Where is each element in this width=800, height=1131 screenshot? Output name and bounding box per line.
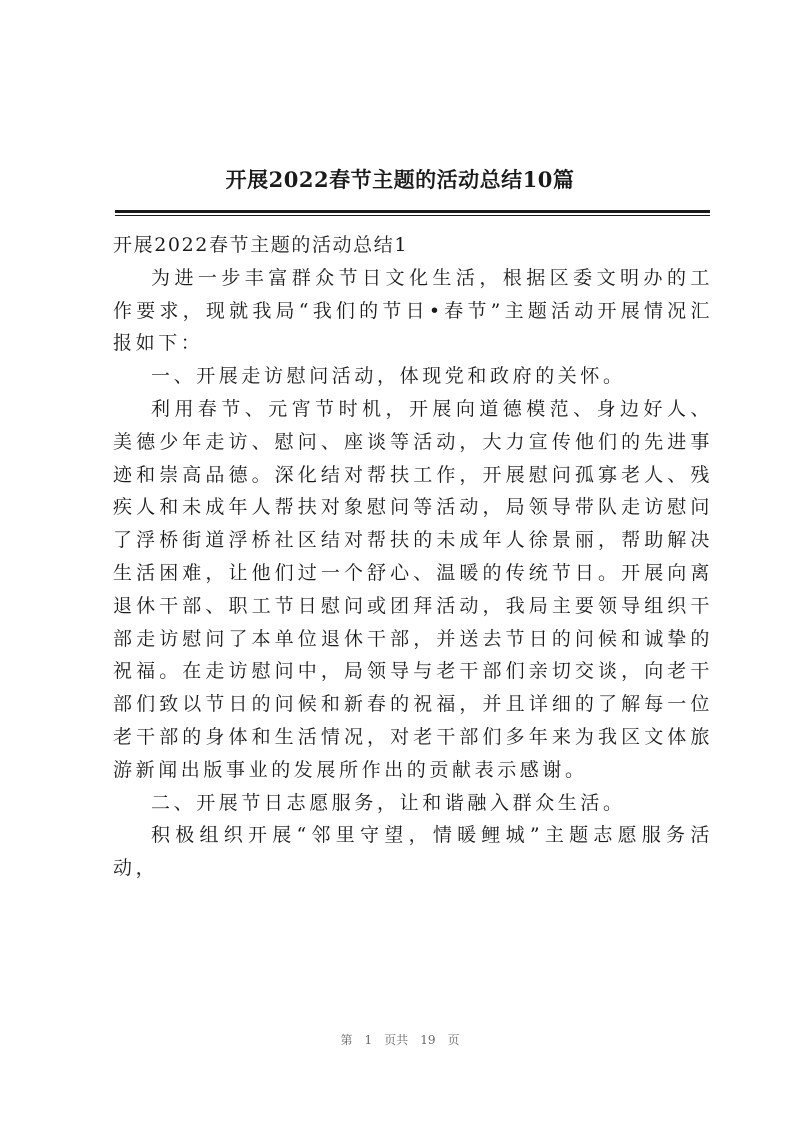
- footer-prefix: 第: [340, 1033, 353, 1047]
- paragraph-intro: 为进一步丰富群众节日文化生活，根据区委文明办的工作要求，现就我局“我们的节日•春节”主题活动开展情况汇报如下：: [113, 266, 713, 355]
- footer-middle: 页共: [384, 1033, 409, 1047]
- paragraph-section-1: 利用春节、元宵节时机，开展向道德模范、身边好人、美德少年走访、慰问、座谈等活动，大力宣传他们的先进事迹和崇高品德。深化结对帮扶工作，开展慰问孤寡老人、残疾人和未成年人帮扶对象慰问等活动，局领导带队走访慰问了浮桥街道浮桥社区结对帮扶的未成年人徐景丽，帮助解决生活困难，让他们过一个舒心、温暖的传统节日。开展向离退休干部、职工节日慰问或团拜活动，我局主要领导组织干部走访慰问了本单位退休干部，并送去节日的问候和诚挚的祝福。在走访慰问中，局领导与老干部们亲切交谈，向老干部们致以节日的问候和新春的祝福，并且详细的了解每一位老干部的身体和生活情况，对老干部们多年来为我区文体旅游新闻出版事业的发展所作出的贡献表示感谢。: [113, 397, 713, 781]
- paragraph-section-2: 积极组织开展“邻里守望，情暖鲤城”主题志愿服务活动，: [113, 824, 713, 880]
- footer-suffix: 页: [447, 1033, 460, 1047]
- title-rule-thick: [115, 210, 710, 213]
- footer-page-number: 1: [364, 1033, 373, 1047]
- footer-total-pages: 19: [420, 1033, 436, 1047]
- document-title: 开展2022春节主题的活动总结10篇: [225, 167, 575, 192]
- section-subtitle: 开展2022春节主题的活动总结1: [113, 234, 409, 256]
- page-footer: [0, 1031, 800, 1048]
- heading-section-2: 二、开展节日志愿服务，让和谐融入群众生活。: [151, 791, 626, 814]
- heading-section-1: 一、开展走访慰问活动，体现党和政府的关怀。: [151, 365, 626, 388]
- document-body: [113, 229, 713, 885]
- title-rule-thin: [115, 215, 710, 216]
